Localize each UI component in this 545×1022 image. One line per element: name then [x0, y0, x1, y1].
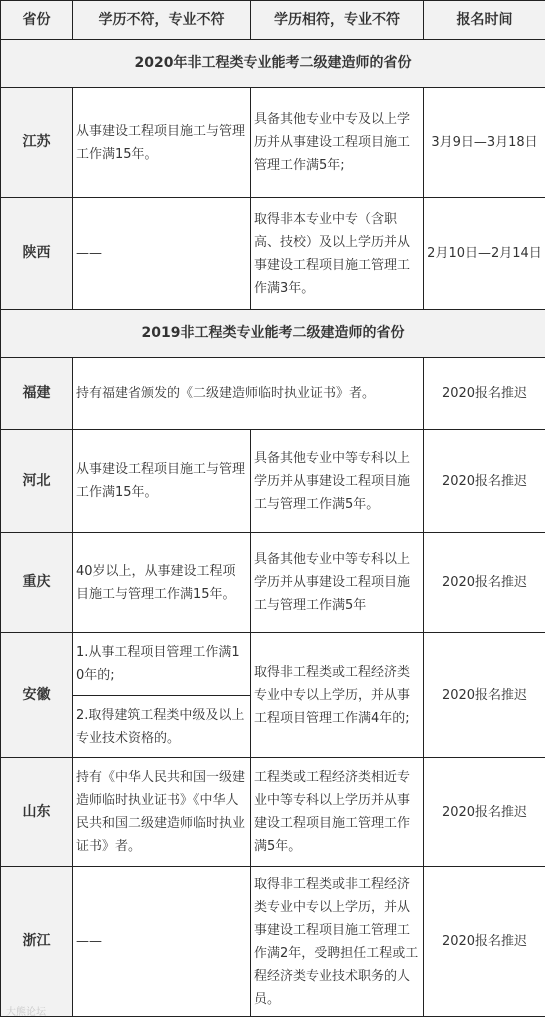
header-col2: 学历相符，专业不符: [251, 1, 424, 40]
table-row: [1, 867, 545, 1017]
header-col1: 学历不符，专业不符: [73, 1, 251, 40]
table-row: [1, 198, 545, 310]
col2-cell: 具备其他专业中等专科以上学历并从事建设工程项目施工与管理工作满5年: [251, 533, 424, 633]
col1-cell: 从事建设工程项目施工与管理工作满15年。: [73, 88, 251, 198]
province-cell: 江苏: [1, 88, 73, 198]
date-cell: 3月9日—3月18日: [424, 88, 545, 198]
table-row: [1, 88, 545, 198]
table-row: [1, 430, 545, 533]
section-2019: [1, 310, 545, 358]
date-cell: 2020报名推迟: [424, 758, 545, 867]
date-cell: 2020报名推迟: [424, 358, 545, 430]
province-cell: 福建: [1, 358, 73, 430]
col1-cell: ——: [73, 198, 251, 310]
table-row: [1, 758, 545, 867]
province-cell: 浙江: [1, 867, 73, 1017]
table-row: [1, 633, 545, 696]
province-cell: 安徽: [1, 633, 73, 758]
col1-cell: 持有《中华人民共和国一级建造师临时执业证书》《中华人民共和国二级建造师临时执业证书》者。: [73, 758, 251, 867]
province-cell: 河北: [1, 430, 73, 533]
date-cell: 2月10日—2月14日: [424, 198, 545, 310]
province-cell: 陕西: [1, 198, 73, 310]
date-cell: 2020报名推迟: [424, 633, 545, 758]
table-row: [1, 358, 545, 430]
col1-cell: 1.从事工程项目管理工作满10年的;: [73, 633, 251, 696]
section-2019-title: 2019非工程类专业能考二级建造师的省份: [1, 310, 545, 358]
table-row: [1, 533, 545, 633]
col2-cell: 取得非本专业中专（含职高、技校）及以上学历并从事建设工程项目施工管理工作满3年。: [251, 198, 424, 310]
header-date: 报名时间: [424, 1, 545, 40]
col2-cell: 取得非工程类或非工程经济类专业中专以上学历，并从事建设工程项目施工管理工作满2年，受聘担任工程或工程经济类专业技术职务的人员。: [251, 867, 424, 1017]
col1-cell: ——: [73, 867, 251, 1017]
col1-cell: 从事建设工程项目施工与管理工作满15年。: [73, 430, 251, 533]
col2-cell: 工程类或工程经济类相近专业中等专科以上学历并从事建设工程项目施工管理工作满5年。: [251, 758, 424, 867]
header-province: 省份: [1, 1, 73, 40]
merged-cell: 持有福建省颁发的《二级建造师临时执业证书》者。: [73, 358, 424, 430]
province-cell: 重庆: [1, 533, 73, 633]
date-cell: 2020报名推迟: [424, 867, 545, 1017]
date-cell: 2020报名推迟: [424, 533, 545, 633]
col2-cell: 具备其他专业中等专科以上学历并从事建设工程项目施工与管理工作满5年。: [251, 430, 424, 533]
watermark: 大熊论坛: [6, 1007, 46, 1018]
col1-cell: 2.取得建筑工程类中级及以上专业技术资格的。: [73, 696, 251, 758]
date-cell: 2020报名推迟: [424, 430, 545, 533]
col2-cell: 具备其他专业中专及以上学历并从事建设工程项目施工管理工作满5年;: [251, 88, 424, 198]
section-2020-title: 2020年非工程类专业能考二级建造师的省份: [1, 40, 545, 88]
col2-cell: 取得非工程类或工程经济类专业中专以上学历，并从事工程项目管理工作满4年的;: [251, 633, 424, 758]
section-2020: [1, 40, 545, 88]
col1-cell: 40岁以上，从事建设工程项目施工与管理工作满15年。: [73, 533, 251, 633]
province-cell: 山东: [1, 758, 73, 867]
header-row: [1, 1, 545, 40]
